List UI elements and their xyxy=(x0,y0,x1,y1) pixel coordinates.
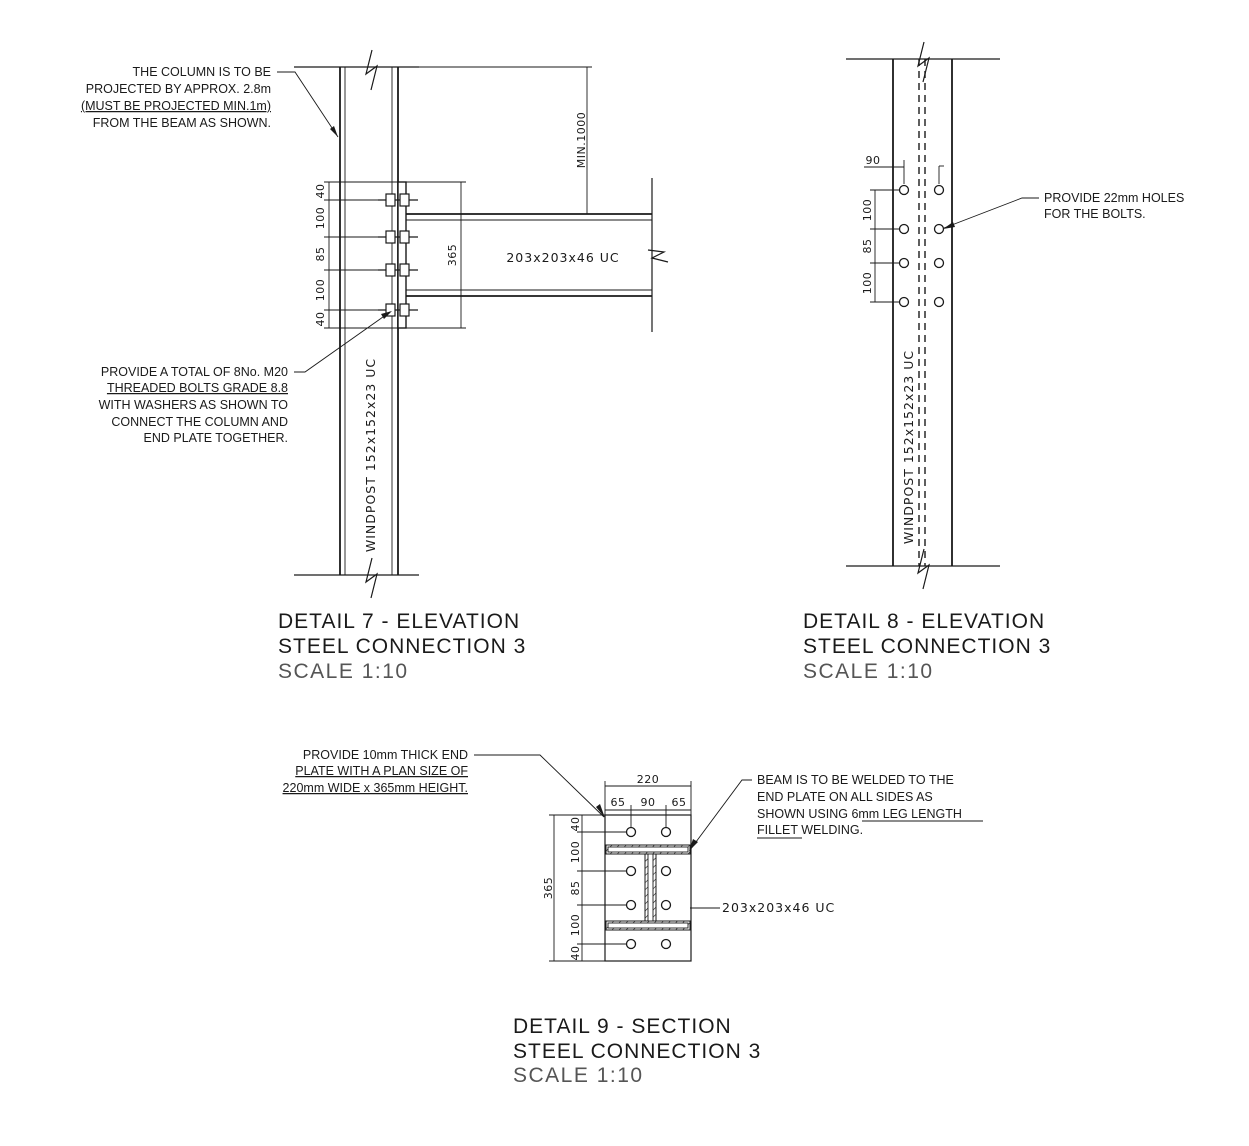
title-detail-9: DETAIL 9 - SECTION xyxy=(513,1015,732,1038)
scale-detail-9: SCALE 1:10 xyxy=(513,1064,644,1087)
detail-8 xyxy=(803,42,1184,683)
bolt-dimension-chain-7 xyxy=(314,182,398,328)
note-welding xyxy=(689,773,983,851)
column-label-8: WINDPOST 152x152x23 UC xyxy=(901,349,916,545)
svg-text:PLATE WITH A PLAN SIZE OF: PLATE WITH A PLAN SIZE OF xyxy=(295,764,468,778)
hole xyxy=(662,828,671,837)
svg-text:FILLET WELDING.: FILLET WELDING. xyxy=(757,823,864,837)
leader-line xyxy=(277,72,338,137)
svg-text:PROVIDE A TOTAL OF 8No. M20: PROVIDE A TOTAL OF 8No. M20 xyxy=(100,365,288,379)
hole xyxy=(627,828,636,837)
note-holes xyxy=(943,191,1184,229)
svg-text:BEAM IS TO BE WELDED TO THE: BEAM IS TO BE WELDED TO THE xyxy=(757,773,954,787)
dim-hole-pitch-1: 100 xyxy=(861,198,874,222)
svg-text:CONNECT THE COLUMN AND: CONNECT THE COLUMN AND xyxy=(111,415,288,429)
dim-bolt-edge-top: 40 xyxy=(314,183,327,199)
note-column-projection xyxy=(81,65,338,137)
hole xyxy=(900,298,909,307)
dim-bolt-pitch-3: 100 xyxy=(314,278,327,302)
subtitle-detail-9: STEEL CONNECTION 3 xyxy=(513,1040,762,1063)
svg-text:THREADED BOLTS GRADE 8.8: THREADED BOLTS GRADE 8.8 xyxy=(106,381,288,395)
holes-8 xyxy=(900,166,945,307)
scale-detail-7: SCALE 1:10 xyxy=(278,660,409,683)
svg-text:PROVIDE 22mm HOLES: PROVIDE 22mm HOLES xyxy=(1044,191,1185,205)
column-8 xyxy=(846,42,1000,589)
leader-arrow xyxy=(943,222,955,229)
break-mark-top xyxy=(366,50,377,90)
dim-edge-right: 65 xyxy=(671,796,687,809)
dim-min-1000: MIN.1000 xyxy=(575,111,588,169)
detail-7 xyxy=(81,50,668,683)
plate-height-dimension-7 xyxy=(406,182,466,328)
svg-text:SHOWN USING 6mm LEG LENGTH: SHOWN USING 6mm LEG LENGTH xyxy=(757,807,962,821)
hole xyxy=(935,186,944,195)
dim-edge-bottom: 40 xyxy=(569,945,582,961)
leader-line xyxy=(944,198,1039,228)
note-bolts xyxy=(99,311,392,445)
dim-gauge-9: 90 xyxy=(640,796,656,809)
hole xyxy=(900,259,909,268)
dim-pitch-3: 100 xyxy=(569,913,582,937)
leader-line xyxy=(474,755,604,817)
svg-text:WITH WASHERS AS SHOWN TO: WITH WASHERS AS SHOWN TO xyxy=(98,398,288,412)
dim-gauge: 90 xyxy=(865,154,881,167)
note-end-plate xyxy=(283,748,605,818)
hole xyxy=(627,901,636,910)
hole xyxy=(627,867,636,876)
svg-text:(MUST BE PROJECTED MIN.1m): (MUST BE PROJECTED MIN.1m) xyxy=(80,99,271,113)
min-projection-dimension xyxy=(398,67,594,214)
dim-bolt-pitch-2: 85 xyxy=(314,246,327,262)
beam-label-7: 203x203x46 UC xyxy=(506,250,620,265)
dim-pitch-1: 100 xyxy=(569,840,582,864)
svg-text:THE COLUMN IS TO BE: THE COLUMN IS TO BE xyxy=(132,65,271,79)
column-label-7: WINDPOST 152x152x23 UC xyxy=(363,357,378,553)
svg-text:FOR THE BOLTS.: FOR THE BOLTS. xyxy=(1044,207,1146,221)
hole xyxy=(935,298,944,307)
hole xyxy=(627,940,636,949)
beam-label-9: 203x203x46 UC xyxy=(722,900,836,915)
svg-text:220mm WIDE x 365mm HEIGHT.: 220mm WIDE x 365mm HEIGHT. xyxy=(282,781,468,795)
dim-pitch-2: 85 xyxy=(569,880,582,896)
subtitle-detail-7: STEEL CONNECTION 3 xyxy=(278,635,527,658)
break-mark-bottom xyxy=(366,558,377,598)
svg-text:FROM THE BEAM AS SHOWN.: FROM THE BEAM AS SHOWN. xyxy=(92,116,271,130)
dim-hole-pitch-2: 85 xyxy=(861,238,874,254)
hole xyxy=(662,940,671,949)
beam-break-mark xyxy=(648,250,668,262)
detail-9 xyxy=(283,748,983,1087)
dim-bolt-pitch-1: 100 xyxy=(314,206,327,230)
dim-edge-top: 40 xyxy=(569,816,582,832)
scale-detail-8: SCALE 1:10 xyxy=(803,660,934,683)
hole xyxy=(935,225,944,234)
dim-plate-height: 365 xyxy=(446,243,459,267)
dim-plate-height-9: 365 xyxy=(542,876,555,900)
hole xyxy=(900,186,909,195)
hole-dimension-chain-8 xyxy=(861,154,904,302)
svg-text:PROVIDE 10mm THICK END: PROVIDE 10mm THICK END xyxy=(302,748,468,762)
hole xyxy=(900,225,909,234)
svg-text:END PLATE TOGETHER.: END PLATE TOGETHER. xyxy=(143,431,288,445)
dim-edge-left: 65 xyxy=(610,796,626,809)
dim-hole-pitch-3: 100 xyxy=(861,271,874,295)
svg-text:END PLATE ON ALL SIDES AS: END PLATE ON ALL SIDES AS xyxy=(757,790,933,804)
svg-text:PROJECTED BY APPROX. 2.8m: PROJECTED BY APPROX. 2.8m xyxy=(85,82,271,96)
subtitle-detail-8: STEEL CONNECTION 3 xyxy=(803,635,1052,658)
title-detail-7: DETAIL 7 - ELEVATION xyxy=(278,610,521,633)
hole xyxy=(662,867,671,876)
dim-plate-width: 220 xyxy=(636,773,660,786)
hole xyxy=(935,259,944,268)
leader-line xyxy=(690,780,752,850)
title-detail-8: DETAIL 8 - ELEVATION xyxy=(803,610,1046,633)
leader-arrow xyxy=(330,126,338,137)
dim-bolt-edge-bottom: 40 xyxy=(314,311,327,327)
hole xyxy=(662,901,671,910)
